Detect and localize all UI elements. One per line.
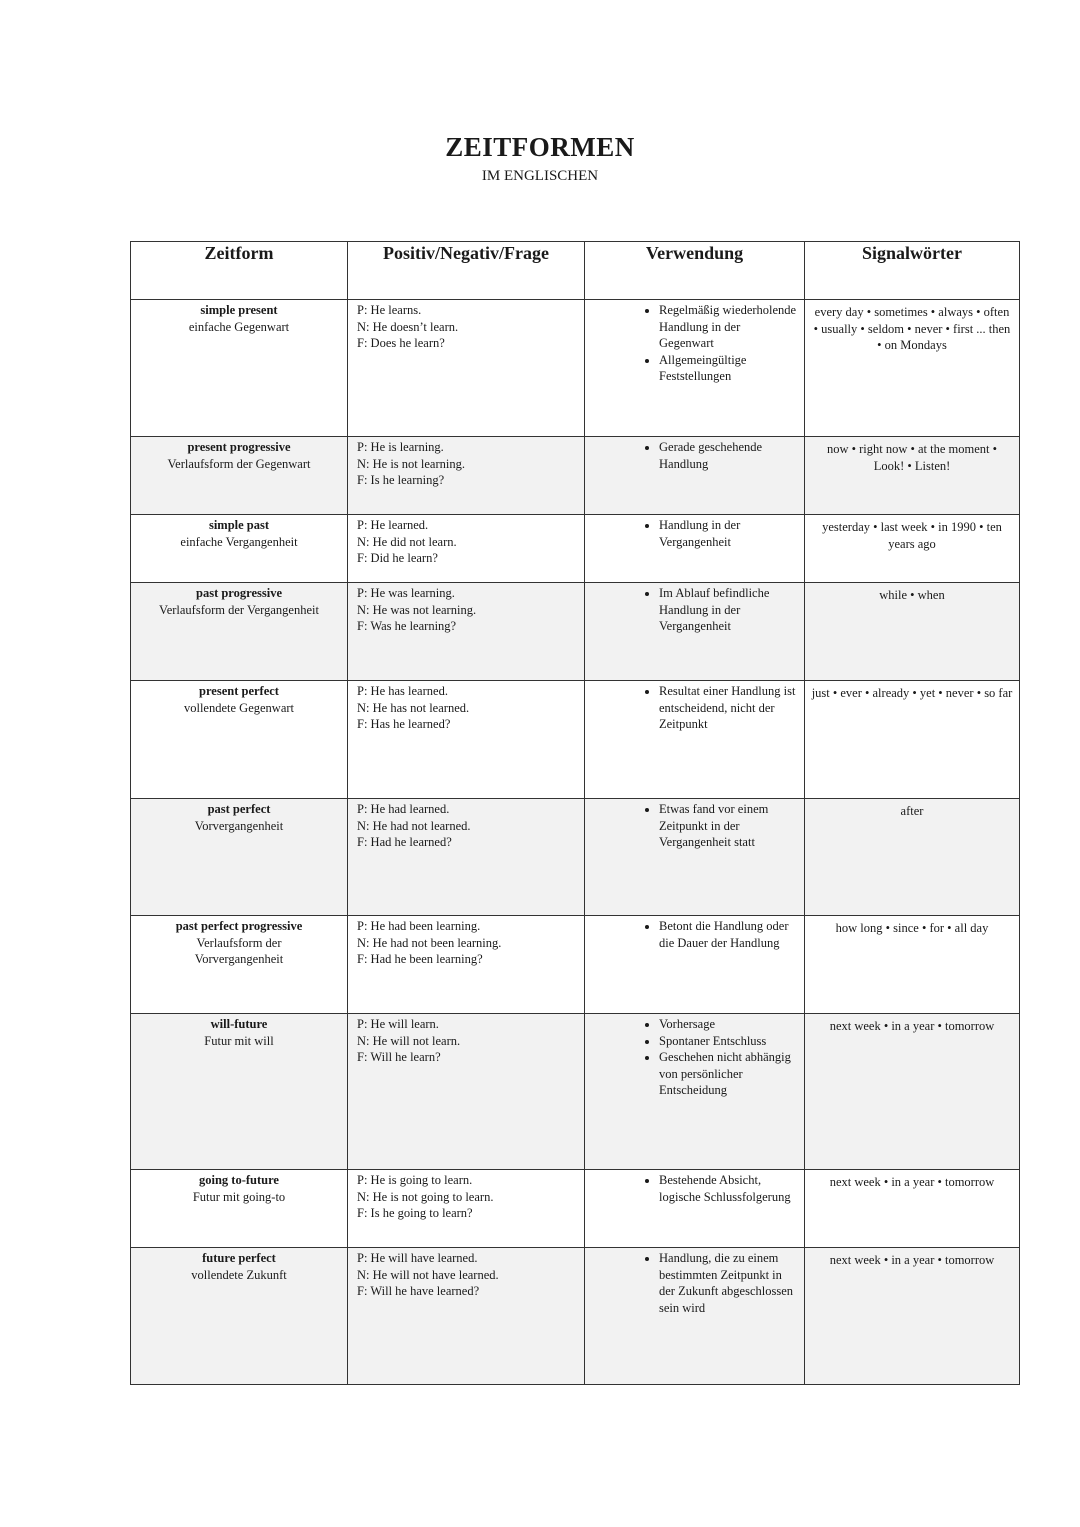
tense-name: simple present — [200, 303, 278, 317]
signal-words-cell: next week • in a year • tomorrow — [805, 1170, 1020, 1248]
table-row — [131, 1014, 1020, 1170]
signal-words-cell: every day • sometimes • always • often • usually • seldom • never • first ... then • on Mondays — [805, 300, 1020, 437]
table-row — [131, 1248, 1020, 1385]
signal-words-cell: while • when — [805, 583, 1020, 681]
usage-item: • Betont die Handlung oder die Dauer der Handlung — [659, 918, 798, 951]
table-header-row — [131, 242, 1020, 300]
positive-form: P: He has learned. — [357, 684, 448, 698]
positive-form: P: He will have learned. — [357, 1251, 478, 1265]
tense-cell — [131, 583, 348, 681]
tense-cell — [131, 515, 348, 583]
negative-form: N: He has not learned. — [357, 700, 470, 715]
tense-cell — [131, 1014, 348, 1170]
usage-cell — [585, 437, 805, 515]
tense-german: vollendete Gegenwart — [183, 700, 295, 715]
usage-cell — [585, 583, 805, 681]
forms-cell — [348, 1248, 585, 1385]
tense-name: past perfect progressive — [175, 919, 303, 933]
usage-item: • Spontaner Entschluss — [659, 1033, 798, 1050]
tense-name: present progressive — [187, 440, 291, 454]
forms-cell — [348, 681, 585, 799]
signal-words-cell: next week • in a year • tomorrow — [805, 1014, 1020, 1170]
forms-cell — [348, 515, 585, 583]
negative-form: N: He is not learning. — [357, 456, 465, 471]
table-row — [131, 916, 1020, 1014]
tense-cell — [131, 681, 348, 799]
tense-cell — [131, 799, 348, 916]
tense-cell — [131, 916, 348, 1014]
tense-name: future perfect — [202, 1251, 276, 1265]
positive-form: P: He is learning. — [357, 440, 444, 454]
usage-cell — [585, 1248, 805, 1385]
forms-cell — [348, 583, 585, 681]
tense-german: vollendete Zukunft — [191, 1267, 287, 1282]
negative-form: N: He was not learning. — [357, 602, 477, 617]
negative-form: N: He doesn’t learn. — [357, 319, 459, 334]
signal-words-cell: after — [805, 799, 1020, 916]
tense-german: Vorvergangenheit — [194, 818, 284, 833]
tense-german: Futur mit will — [204, 1033, 274, 1048]
question-form: F: Is he learning? — [357, 473, 445, 487]
positive-form: P: He learns. — [357, 303, 422, 317]
usage-item: • Vorhersage — [659, 1016, 798, 1033]
table-row — [131, 1170, 1020, 1248]
signal-words-cell: just • ever • already • yet • never • so far — [805, 681, 1020, 799]
page-title: ZEITFORMEN — [445, 132, 635, 162]
forms-cell — [348, 1014, 585, 1170]
tense-german: Verlaufsform der Gegenwart — [167, 456, 311, 471]
table-row — [131, 515, 1020, 583]
usage-item: • Gerade geschehende Handlung — [659, 439, 798, 472]
question-form: F: Was he learning? — [357, 619, 457, 633]
usage-item: • Im Ablauf befindliche Handlung in der Vergangenheit — [659, 585, 798, 635]
question-form: F: Will he learn? — [357, 1050, 441, 1064]
tense-cell — [131, 300, 348, 437]
table-row — [131, 681, 1020, 799]
usage-item: • Etwas fand vor einem Zeitpunkt in der Vergangenheit statt — [659, 801, 798, 851]
tense-name: will-future — [210, 1017, 268, 1031]
tense-name: simple past — [208, 518, 270, 532]
question-form: F: Is he going to learn? — [357, 1206, 473, 1220]
question-form: F: Will he have learned? — [357, 1284, 480, 1298]
header-positiv-negativ-frage: Positiv/Negativ/Frage — [348, 242, 585, 300]
signal-words-cell: now • right now • at the moment • Look! • Listen! — [805, 437, 1020, 515]
positive-form: P: He had learned. — [357, 802, 450, 816]
header-zeitform: Zeitform — [131, 242, 348, 300]
usage-item: • Regelmäßig wiederholende Handlung in der Gegenwart — [659, 302, 798, 352]
forms-cell — [348, 1170, 585, 1248]
question-form: F: Has he learned? — [357, 717, 451, 731]
usage-item: • Handlung in der Vergangenheit — [659, 517, 798, 550]
usage-cell — [585, 799, 805, 916]
negative-form: N: He will not learn. — [357, 1033, 461, 1048]
usage-cell — [585, 916, 805, 1014]
table-row — [131, 583, 1020, 681]
usage-cell — [585, 1014, 805, 1170]
tense-name: present perfect — [199, 684, 279, 698]
forms-cell — [348, 300, 585, 437]
tenses-table — [130, 241, 1020, 1385]
tense-german: einfache Gegenwart — [188, 319, 290, 334]
tense-german: Futur mit going-to — [192, 1189, 286, 1204]
usage-item: • Handlung, die zu einem bestimmten Zeitpunkt in der Zukunft abgeschlossen sein wird — [659, 1250, 798, 1316]
positive-form: P: He is going to learn. — [357, 1173, 473, 1187]
tense-cell — [131, 437, 348, 515]
usage-item: • Resultat einer Handlung ist entscheidend, nicht der Zeitpunkt — [659, 683, 798, 733]
tense-name: past perfect — [207, 802, 271, 816]
tense-german: einfache Vergangenheit — [180, 534, 298, 549]
forms-cell — [348, 437, 585, 515]
tense-cell — [131, 1248, 348, 1385]
forms-cell — [348, 916, 585, 1014]
negative-form: N: He did not learn. — [357, 534, 457, 549]
signal-words-cell: next week • in a year • tomorrow — [805, 1248, 1020, 1385]
negative-form: N: He had not learned. — [357, 818, 471, 833]
usage-cell — [585, 681, 805, 799]
tense-cell — [131, 1170, 348, 1248]
usage-item: • Geschehen nicht abhängig von persönlicher Entscheidung — [659, 1049, 798, 1099]
tense-name: past progressive — [196, 586, 282, 600]
tense-german: Verlaufsform der Vergangenheit — [159, 602, 319, 617]
positive-form: P: He was learning. — [357, 586, 455, 600]
question-form: F: Does he learn? — [357, 336, 445, 350]
negative-form: N: He will not have learned. — [357, 1267, 499, 1282]
usage-item: • Allgemeingültige Feststellungen — [659, 352, 798, 385]
negative-form: N: He is not going to learn. — [357, 1189, 494, 1204]
positive-form: P: He will learn. — [357, 1017, 439, 1031]
question-form: F: Did he learn? — [357, 551, 438, 565]
tense-name: going to-future — [199, 1173, 279, 1187]
header-signalwoerter: Signalwörter — [805, 242, 1020, 300]
usage-cell — [585, 1170, 805, 1248]
page-subtitle: IM ENGLISCHEN — [481, 168, 599, 184]
table-row — [131, 300, 1020, 437]
signal-words-cell: how long • since • for • all day — [805, 916, 1020, 1014]
usage-cell — [585, 300, 805, 437]
usage-cell — [585, 515, 805, 583]
tense-german: Verlaufsform der Vorvergangenheit — [194, 935, 284, 966]
positive-form: P: He had been learning. — [357, 919, 481, 933]
table-row — [131, 799, 1020, 916]
negative-form: N: He had not been learning. — [357, 935, 502, 950]
forms-cell — [348, 799, 585, 916]
table-row — [131, 437, 1020, 515]
signal-words-cell: yesterday • last week • in 1990 • ten years ago — [805, 515, 1020, 583]
header-verwendung: Verwendung — [585, 242, 805, 300]
question-form: F: Had he learned? — [357, 835, 452, 849]
positive-form: P: He learned. — [357, 518, 429, 532]
question-form: F: Had he been learning? — [357, 952, 483, 966]
usage-item: • Bestehende Absicht, logische Schlussfolgerung — [659, 1172, 798, 1205]
